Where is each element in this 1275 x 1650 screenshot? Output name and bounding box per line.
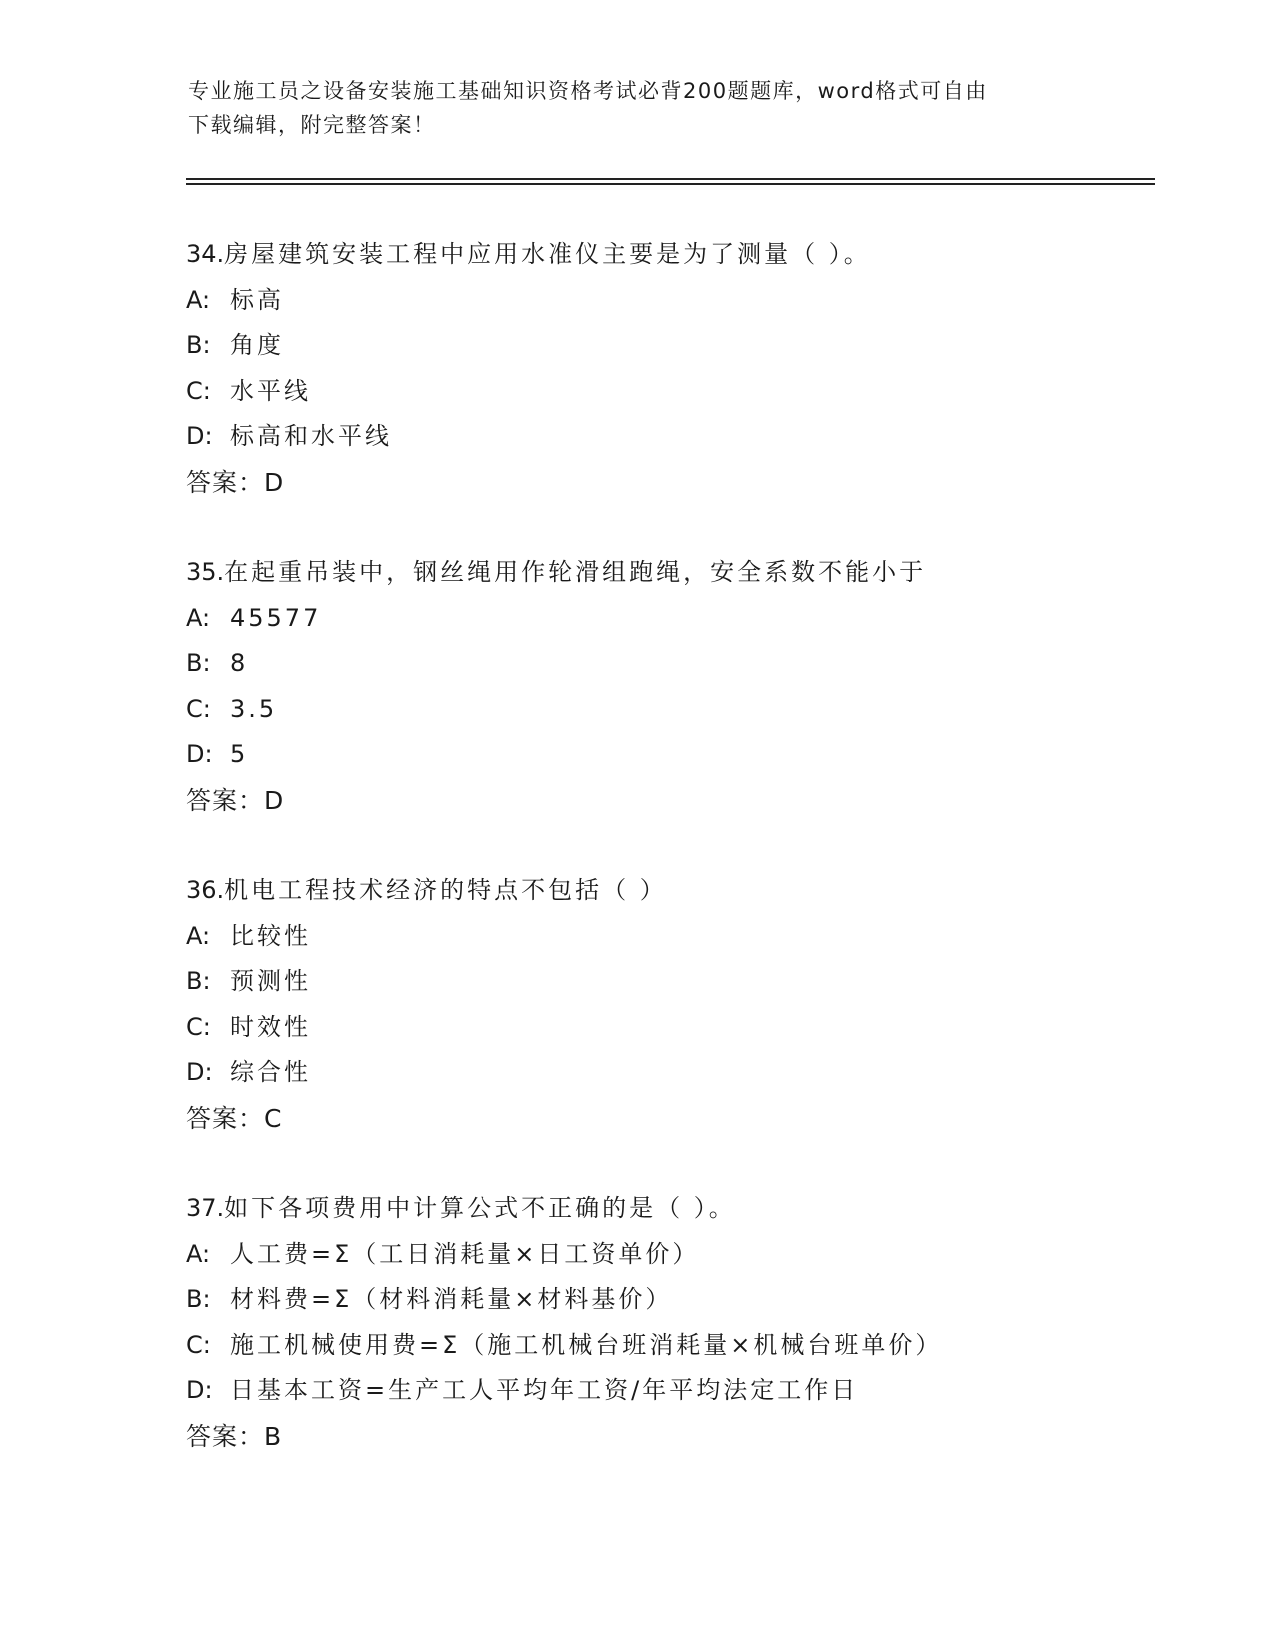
question-text: 在起重吊装中，钢丝绳用作轮滑组跑绳，安全系数不能小于	[224, 558, 927, 586]
option-text: 日基本工资=生产工人平均年工资/年平均法定工作日	[230, 1376, 859, 1404]
option-key: C:	[186, 376, 211, 405]
question-block	[186, 868, 1186, 1186]
question-text: 房屋建筑安装工程中应用水准仪主要是为了测量（ ）。	[224, 240, 871, 268]
option-c	[186, 1323, 1186, 1369]
option-text: 标高和水平线	[230, 422, 392, 450]
document-header	[188, 74, 1068, 142]
question-stem	[186, 1186, 1186, 1232]
option-key: C:	[186, 1330, 211, 1359]
question-stem	[186, 550, 1186, 596]
question-block	[186, 550, 1186, 868]
question-list	[186, 232, 1186, 1504]
option-key: B:	[186, 1285, 211, 1313]
option-c	[186, 369, 1186, 415]
option-key: A:	[186, 603, 211, 632]
answer-line: 答案：C	[186, 1103, 283, 1133]
option-key: B:	[186, 649, 211, 677]
option-b	[186, 1277, 1186, 1323]
answer-line: 答案：B	[186, 1421, 283, 1451]
answer-line: 答案：D	[186, 785, 285, 815]
option-a	[186, 596, 1186, 642]
option-c	[186, 1005, 1186, 1051]
option-c	[186, 687, 1186, 733]
question-block	[186, 232, 1186, 550]
option-key: B:	[186, 967, 211, 995]
option-b	[186, 959, 1186, 1005]
question-number: 36.	[186, 876, 225, 904]
option-text: 角度	[230, 331, 284, 359]
option-key: C:	[186, 1012, 211, 1041]
option-key: A:	[186, 285, 211, 314]
option-key: A:	[186, 1239, 211, 1268]
question-stem	[186, 868, 1186, 914]
option-b	[186, 641, 1186, 687]
option-b	[186, 323, 1186, 369]
option-text: 水平线	[230, 376, 311, 405]
option-a	[186, 914, 1186, 960]
question-stem	[186, 232, 1186, 278]
option-text: 5	[230, 740, 249, 768]
answer-line: 答案：D	[186, 467, 285, 497]
header-line-1: 专业施工员之设备安装施工基础知识资格考试必背200题题库，word格式可自由	[188, 79, 988, 103]
option-text: 3.5	[230, 694, 278, 723]
option-key: B:	[186, 331, 211, 359]
option-text: 预测性	[230, 967, 311, 995]
option-key: D:	[186, 422, 213, 450]
option-d	[186, 732, 1186, 778]
option-d	[186, 414, 1186, 460]
question-block	[186, 1186, 1186, 1504]
option-key: D:	[186, 1376, 213, 1404]
question-number: 34.	[186, 240, 225, 268]
header-divider-top	[186, 178, 1155, 180]
option-text: 45577	[230, 603, 322, 632]
option-d	[186, 1050, 1186, 1096]
option-key: D:	[186, 740, 213, 768]
option-text: 标高	[230, 285, 284, 314]
option-d	[186, 1368, 1186, 1414]
question-number: 37.	[186, 1194, 225, 1222]
question-number: 35.	[186, 558, 225, 586]
option-a	[186, 1232, 1186, 1278]
question-text: 如下各项费用中计算公式不正确的是（ ）。	[224, 1194, 736, 1222]
option-text: 施工机械使用费=Σ（施工机械台班消耗量×机械台班单价）	[230, 1330, 943, 1359]
option-key: C:	[186, 694, 211, 723]
option-text: 综合性	[230, 1058, 311, 1086]
option-text: 比较性	[230, 921, 311, 950]
option-text: 时效性	[230, 1012, 311, 1041]
option-text: 8	[230, 649, 249, 677]
header-line-2: 下载编辑，附完整答案！	[188, 113, 436, 137]
option-a	[186, 278, 1186, 324]
header-divider-bottom	[186, 183, 1155, 185]
question-text: 机电工程技术经济的特点不包括（ ）	[224, 876, 667, 904]
option-text: 人工费=Σ（工日消耗量×日工资单价）	[230, 1239, 700, 1268]
option-text: 材料费=Σ（材料消耗量×材料基价）	[230, 1285, 673, 1313]
option-key: A:	[186, 921, 211, 950]
option-key: D:	[186, 1058, 213, 1086]
